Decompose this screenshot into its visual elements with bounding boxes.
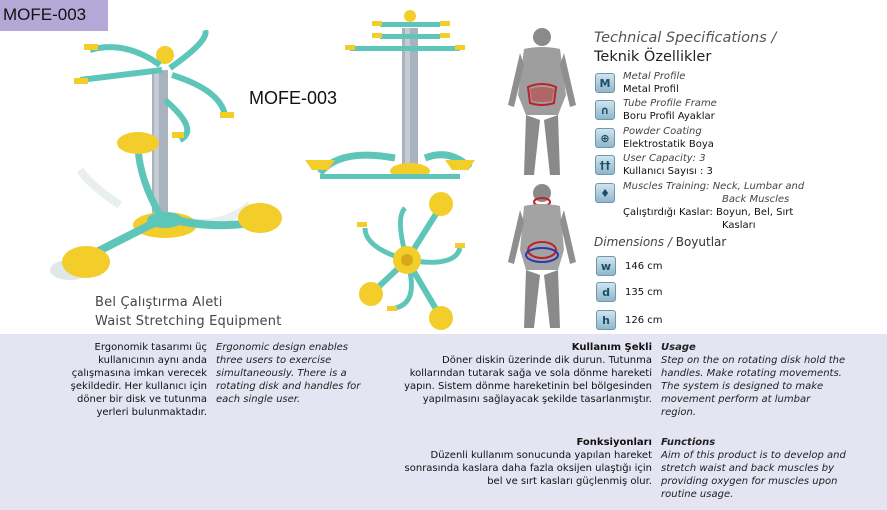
description-left-en bbox=[216, 341, 386, 406]
depth-icon: d bbox=[596, 282, 616, 302]
tube-profile-icon: ∩ bbox=[595, 100, 615, 120]
text-line: movement perform at lumbar bbox=[661, 394, 811, 405]
usage-en-heading: Usage bbox=[661, 342, 696, 353]
dimensions-title-tr: Boyutlar bbox=[675, 235, 727, 249]
text-line: providing oxygen for muscles upon bbox=[661, 476, 838, 487]
usage-tr bbox=[390, 341, 652, 406]
text-line: handles. Make rotating movements. bbox=[661, 368, 842, 379]
muscle-back-diagram bbox=[500, 25, 585, 180]
text-line: bel ve sırt kasları güçlenmiş olur. bbox=[487, 476, 652, 487]
spec-tr: Kullanıcı Sayısı : 3 bbox=[623, 166, 713, 177]
spec-tr-cont: Kasları bbox=[722, 220, 756, 231]
spec-tube-profile bbox=[595, 97, 717, 123]
text-line: çalışmasına imkan verecek bbox=[71, 368, 207, 379]
spec-powder-coating bbox=[595, 125, 714, 151]
text-line: yapılmasını sağlayacak şekilde tasarlanmıştır. bbox=[422, 394, 652, 405]
text-line: döner bir disk ve tutunma bbox=[77, 394, 207, 405]
text-line: routine usage. bbox=[661, 489, 734, 500]
spec-tr: Metal Profil bbox=[623, 84, 679, 95]
metal-profile-icon: M bbox=[595, 73, 615, 93]
text-line: The system is designed to make bbox=[661, 381, 824, 392]
text-line: simultaneously. There is a bbox=[216, 368, 347, 379]
text-line: region. bbox=[661, 407, 697, 418]
usage-en bbox=[661, 341, 883, 419]
muscle-front-diagram bbox=[500, 180, 585, 332]
description-left-tr bbox=[10, 341, 207, 419]
functions-tr bbox=[390, 436, 652, 488]
text-line: Ergonomik tasarımı üç bbox=[94, 342, 207, 353]
text-line: Döner diskin üzerinde dik durun. Tutunma bbox=[442, 355, 652, 366]
usage-tr-heading: Kullanım Şekli bbox=[571, 342, 652, 353]
functions-en bbox=[661, 436, 883, 501]
text-line: stretch waist and back muscles by bbox=[661, 463, 835, 474]
text-line: each single user. bbox=[216, 394, 301, 405]
spec-en: Muscles Training: Neck, Lumbar and bbox=[623, 181, 805, 192]
specs-title-tr: Teknik Özellikler bbox=[594, 49, 712, 65]
spec-en: User Capacity: 3 bbox=[623, 153, 706, 164]
powder-coating-icon: ⊕ bbox=[595, 128, 615, 148]
functions-en-heading: Functions bbox=[661, 437, 716, 448]
dimension-value: 135 cm bbox=[625, 286, 663, 298]
caption-tr: Bel Çalıştırma Aleti bbox=[95, 295, 223, 310]
dimensions-title-sep: / bbox=[664, 235, 676, 249]
spec-muscles bbox=[595, 180, 804, 232]
user-capacity-icon: †† bbox=[595, 155, 615, 175]
text-line: kollarından tutarak sağa ve sola dönme hareketi bbox=[409, 368, 652, 379]
dimensions-title bbox=[594, 235, 726, 249]
text-line: şekildedir. Her kullanıcı için bbox=[70, 381, 207, 392]
height-icon: h bbox=[596, 310, 616, 330]
dimension-value: 126 cm bbox=[625, 314, 663, 326]
text-line: rotating disk and handles for bbox=[216, 381, 361, 392]
text-line: yerleri bulunmaktadır. bbox=[96, 407, 207, 418]
dimensions-title-en: Dimensions bbox=[594, 235, 665, 249]
muscles-icon: ♦ bbox=[595, 183, 615, 203]
spec-metal-profile bbox=[595, 70, 685, 96]
spec-en: Powder Coating bbox=[623, 126, 702, 137]
spec-en: Metal Profile bbox=[623, 71, 686, 82]
caption-en: Waist Stretching Equipment bbox=[95, 314, 282, 329]
specs-title-en: Technical Specifications / bbox=[594, 30, 777, 46]
spec-tr: Boru Profil Ayaklar bbox=[623, 111, 715, 122]
functions-tr-heading: Fonksiyonları bbox=[576, 437, 652, 448]
equipment-perspective-illustration bbox=[50, 30, 300, 300]
spec-en: Tube Profile Frame bbox=[623, 98, 717, 109]
text-line: yapın. Sistem dönme hareketinin bel bölgesinden bbox=[404, 381, 652, 392]
text-line: sonrasında kaslara daha fazla oksijen ulaştığı için bbox=[404, 463, 652, 474]
dimension-height bbox=[596, 310, 663, 330]
text-line: Aim of this product is to develop and bbox=[661, 450, 846, 461]
spec-tr: Çalıştırdığı Kaslar: Boyun, Bel, Sırt bbox=[623, 207, 794, 218]
product-code-tag: MOFE-003 bbox=[0, 0, 108, 31]
model-label: MOFE-003 bbox=[249, 88, 338, 108]
dimension-value: 146 cm bbox=[625, 260, 663, 272]
spec-tr: Elektrostatik Boya bbox=[623, 139, 714, 150]
spec-en-cont: Back Muscles bbox=[722, 194, 790, 205]
equipment-top-view bbox=[335, 188, 480, 333]
text-line: three users to exercise bbox=[216, 355, 332, 366]
text-line: Ergonomic design enables bbox=[216, 342, 349, 353]
text-line: kullanıcının aynı anda bbox=[98, 355, 207, 366]
text-line: Düzenli kullanım sonucunda yapılan hareket bbox=[430, 450, 652, 461]
dimension-depth bbox=[596, 282, 663, 302]
spec-user-capacity bbox=[595, 152, 713, 178]
equipment-front-view bbox=[300, 8, 480, 183]
text-line: Step on the on rotating disk hold the bbox=[661, 355, 846, 366]
dimension-width bbox=[596, 256, 663, 276]
width-icon: w bbox=[596, 256, 616, 276]
